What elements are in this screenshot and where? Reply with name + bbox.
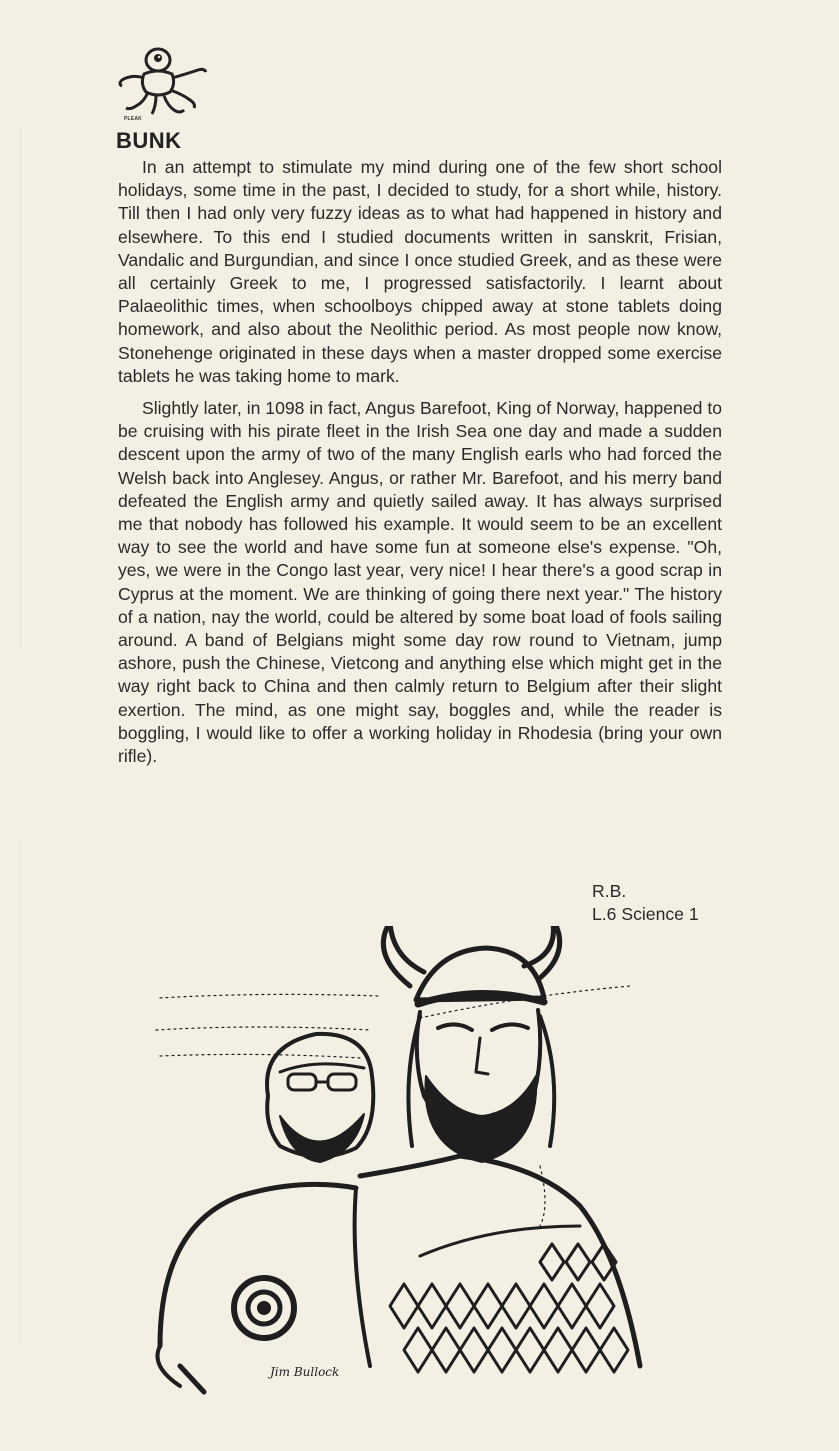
show-through-frame-left-lower bbox=[0, 840, 21, 1340]
author-signature bbox=[592, 880, 699, 926]
article-paragraph: Slightly later, in 1098 in fact, Angus Barefoot, King of Norway, happened to be cruising with his pirate fleet in the Irish Sea one day and made a sudden descent upon the army of two of the many English earls who had forced the Welsh back into Anglesey. Angus, or rather Mr. Barefoot, and his merry band defeated the English army and quietly sailed away. It has always surprised me that nobody has followed his example. It would seem to be an excellent way to see the world and have some fun at someone else's expense. "Oh, yes, we were in the Congo last year, very nice! I hear there's a good scrap in Cyprus at the moment. We are thinking of going there next year." The history of a nation, nay the world, could be altered by some boat load of fools sailing around. A band of Belgians might some day row round to Vietnam, jump ashore, push the Chinese, Vietcong and anything else which might get in the way right back to China and then calmly return to Belgium after their slight exertion. The mind, as one might say, boggles and, while the reader is boggling, I would like to offer a working holiday in Rhodesia (bring your own rifle). bbox=[118, 398, 722, 767]
logo-caption: PLEAK bbox=[124, 116, 142, 122]
creature-logo bbox=[114, 44, 210, 124]
artist-signature: Jim Bullock bbox=[270, 1365, 340, 1379]
author-initials: R.B. bbox=[592, 881, 627, 901]
article-paragraph: In an attempt to stimulate my mind during one of the few short school holidays, some time in the past, I decided to study, for a short while, history. Till then I had only very fuzzy ideas as to what had happened in history and elsewhere. To this end I studied documents written in sanskrit, Frisian, Vandalic and Burgundian, and since I once studied Greek, and as these were all certainly Greek to me, I progressed satisfactorily. I learnt about Palaeolithic times, when schoolboys chipped away at stone tablets doing homework, and also about the Neolithic period. As most people now know, Stonehenge originated in these days when a master dropped some exercise tablets he was taking home to mark. bbox=[118, 157, 722, 386]
article-body bbox=[118, 156, 722, 768]
article-title: BUNK bbox=[116, 128, 182, 153]
author-form: L.6 Science 1 bbox=[592, 904, 699, 925]
viking-and-monk-illustration bbox=[120, 926, 680, 1406]
show-through-frame-left bbox=[0, 128, 21, 648]
